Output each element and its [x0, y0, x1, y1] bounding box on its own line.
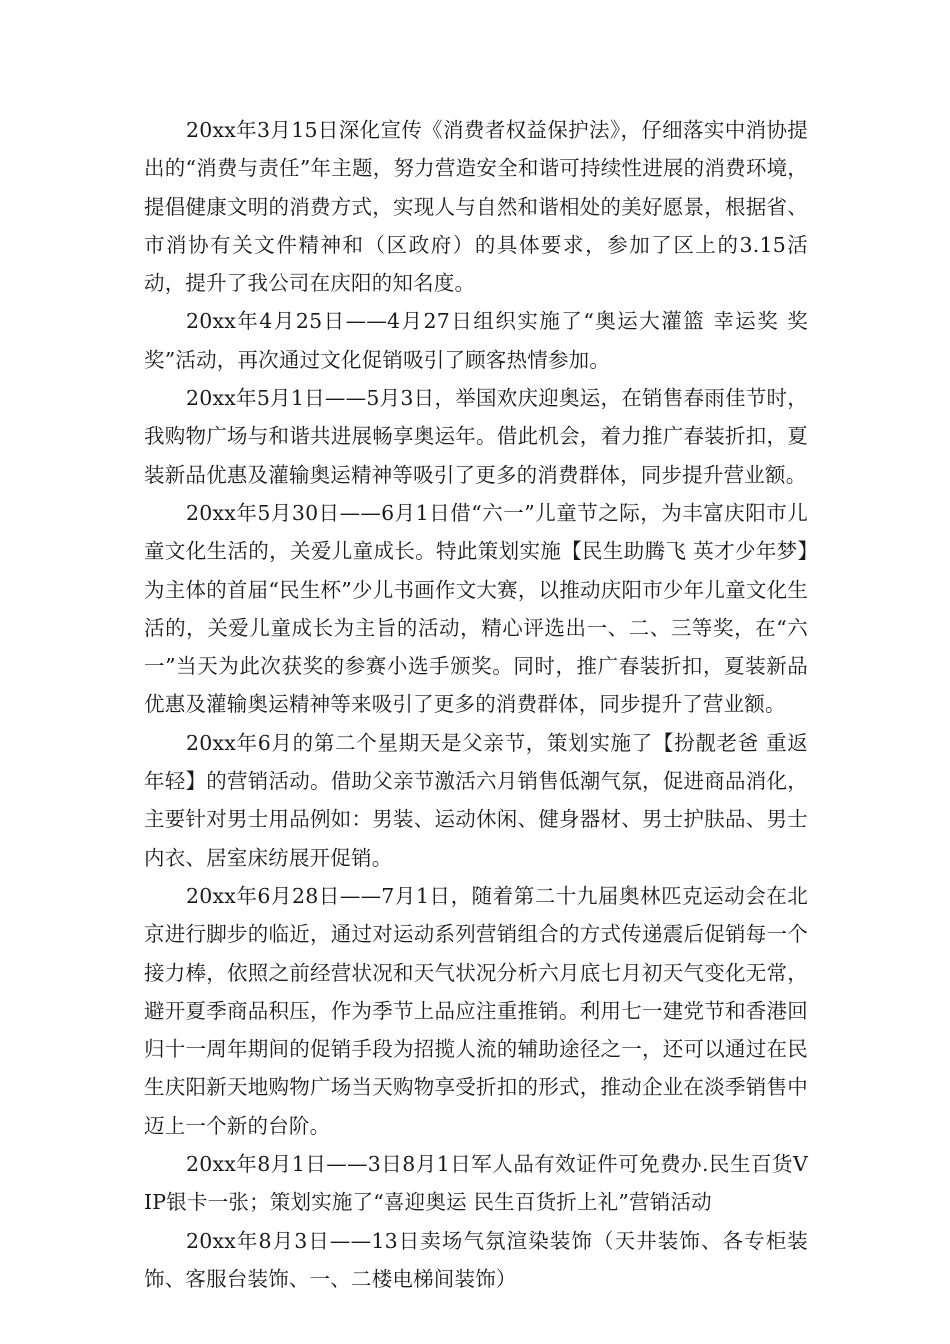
paragraph-0315-campaign: 20xx年3月15日深化宣传《消费者权益保护法》，仔细落实中消协提出的“消费与责任”年主题，努力营造安全和谐可持续性进展的消费环境，提倡健康文明的消费方式，实现人与自然和谐相处的美好愿景，根据省、市消协有关文件精神和（区政府）的具体要求，参加了区上的3.15活动，提升了我公司在庆阳的知名度。	[144, 118, 808, 296]
document-body	[144, 111, 808, 1298]
paragraph-0425-campaign: 20xx年4月25日——4月27日组织实施了“奥运大灌篮 幸运奖 奖 奖”活动，再次通过文化促销吸引了顾客热情参加。	[144, 309, 808, 372]
paragraph-0530-campaign: 20xx年5月30日——6月1日借“六一”儿童节之际，为丰富庆阳市儿童文化生活的，关爱儿童成长。特此策划实施【民生助腾飞 英才少年梦】为主体的首届“民生杯”少儿书画作文大赛，以推动庆阳市少年儿童文化生活的，关爱儿童成长为主旨的活动，精心评选出一、二、三等奖，在“六一”当天为此次获奖的参赛小选手颁奖。同时，推广春装折扣，夏装新品优惠及灌输奥运精神等来吸引了更多的消费群体，同步提升了营业额。	[144, 500, 808, 717]
paragraph-0803-campaign: 20xx年8月3日——13日卖场气氛渲染装饰（天井装饰、各专柜装饰、客服台装饰、一、二楼电梯间装饰）	[144, 1228, 808, 1291]
paragraph-0501-campaign: 20xx年5月1日——5月3日，举国欢庆迎奥运，在销售春雨佳节时，我购物广场与和谐共进展畅享奥运年。借此机会，着力推广春装折扣，夏装新品优惠及灌输奥运精神等吸引了更多的消费群体，同步提升营业额。	[144, 386, 808, 487]
paragraph-0628-campaign: 20xx年6月28日——7月1日，随着第二十九届奥林匹克运动会在北京进行脚步的临近，通过对运动系列营销组合的方式传递震后促销每一个接力棒，依照之前经营状况和天气状况分析六月底七月初天气变化无常，避开夏季商品积压，作为季节上品应注重推销。利用七一建党节和香港回归十一周年期间的促销手段为招揽人流的辅助途径之一，还可以通过在民生庆阳新天地购物广场当天购物享受折扣的形式，推动企业在淡季销售中迈上一个新的台阶。	[144, 883, 808, 1138]
paragraph-0801-campaign: 20xx年8月1日——3日8月1日军人品有效证件可免费办.民生百货VIP银卡一张；策划实施了“喜迎奥运 民生百货折上礼”营销活动	[144, 1152, 808, 1215]
paragraph-fathers-day-campaign: 20xx年6月的第二个星期天是父亲节，策划实施了【扮靓老爸 重返年轻】的营销活动。借助父亲节激活六月销售低潮气氛，促进商品消化，主要针对男士用品例如：男装、运动休闲、健身器材、男士护肤品、男士内衣、居室床纺展开促销。	[144, 730, 808, 870]
